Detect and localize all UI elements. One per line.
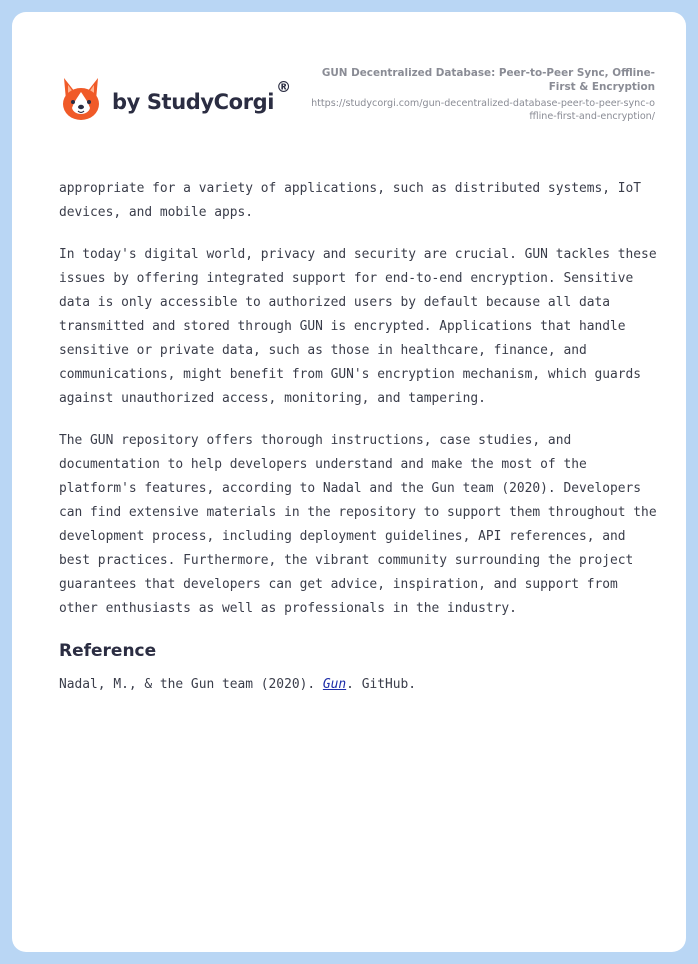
body-paragraph: The GUN repository offers thorough instructions, case studies, and documentation to help developers understand and make the most of the platform's features, according to Nadal and the Gun team (2020). Developers can find extensive materials in the repository to support them throughout the development process, including deployment guidelines, API references, and best practices. Furthermore, the vibrant community surrounding the project guarantees that developers can get advice, inspiration, and support from other enthusiasts as well as professionals in the industry. — [59, 433, 657, 616]
body-paragraph: appropriate for a variety of applications, such as distributed systems, IoT devices, and mobile apps. — [59, 181, 642, 220]
corgi-logo-icon — [60, 76, 102, 122]
brand-name: by StudyCorgi — [112, 90, 275, 114]
document-page — [12, 12, 686, 952]
body-paragraph: In today's digital world, privacy and security are crucial. GUN tackles these issues by offering integrated support for end-to-end encryption. Sensitive data is only accessible to authorized users by default because all data transmitted and stored through GUN is encrypted. Applications that handle sensitive or private data, such as those in healthcare, finance, and communications, might benefit from GUN's encryption mechanism, which guards against unauthorized access, monitoring, and tampering. — [59, 247, 657, 406]
document-title: GUN Decentralized Database: Peer-to-Peer Sync, Offline-First & Encryption — [321, 67, 655, 93]
studycorgi-logo[interactable] — [60, 76, 291, 122]
document-header-meta — [310, 66, 655, 123]
reference-source: . GitHub. — [346, 677, 417, 692]
reference-entry — [59, 673, 659, 697]
document-url[interactable]: https://studycorgi.com/gun-decentralized-database-peer-to-peer-sync-offline-first-and-encryption/ — [311, 98, 655, 122]
reference-link[interactable]: Gun — [322, 677, 347, 692]
document-body — [59, 177, 659, 715]
registered-mark: ® — [276, 78, 292, 96]
reference-heading: Reference — [59, 641, 157, 661]
reference-authors: Nadal, M., & the Gun team (2020). — [59, 677, 323, 692]
